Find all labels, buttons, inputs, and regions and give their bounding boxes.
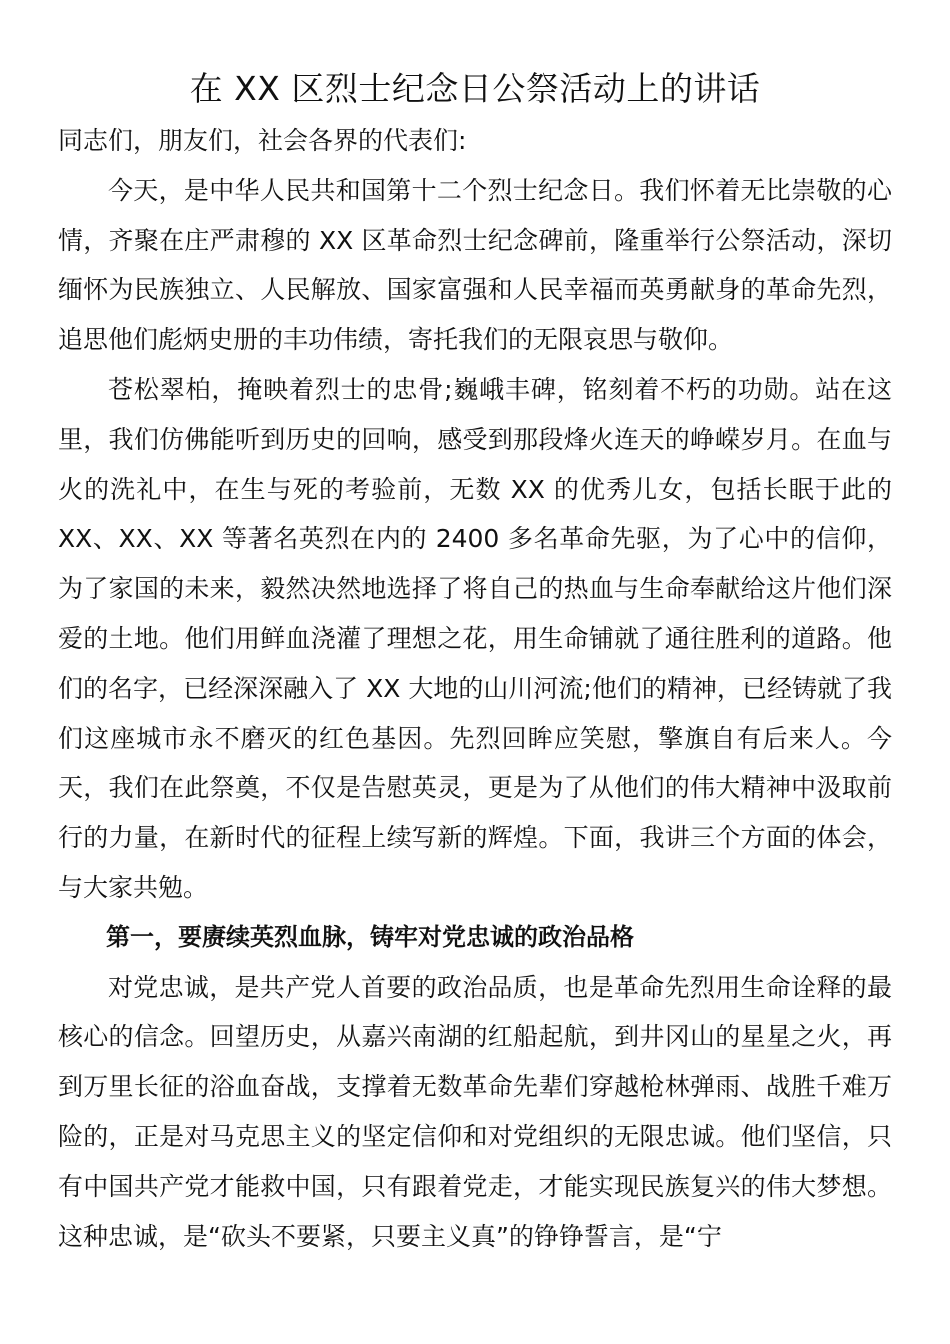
section-paragraph: 对党忠诚，是共产党人首要的政治品质，也是革命先烈用生命诠释的最核心的信念。回望历史，从嘉兴南湖的红船起航，到井冈山的星星之火，再到万里长征的浴血奋战，支撑着无数革命先辈们穿越枪林弹雨、战胜千难万险的，正是对马克思主义的坚定信仰和对党组织的无限忠诚。他们坚信，只有中国共产党才能救中国，只有跟着党走，才能实现民族复兴的伟大梦想。这种忠诚，是“砍头不要紧，只要主义真”的铮铮誓言，是“宁 xyxy=(58,972,892,1251)
greeting-line: 同志们，朋友们，社会各界的代表们: xyxy=(58,126,467,155)
paragraph-1: 今天，是中华人民共和国第十二个烈士纪念日。我们怀着无比崇敬的心情，齐聚在庄严肃穆的 XX 区革命烈士纪念碑前，隆重举行公祭活动，深切缅怀为民族独立、人民解放、国家富强和人民幸福而英勇献身的革命先烈，追思他们彪炳史册的丰功伟绩，寄托我们的无限哀思与敬仰。 xyxy=(58,175,892,355)
document-body xyxy=(58,116,892,1261)
document-title: 在 XX 区烈士纪念日公祭活动上的讲话 xyxy=(189,69,761,108)
paragraph-2: 苍松翠柏，掩映着烈士的忠骨;巍峨丰碑，铭刻着不朽的功勋。站在这里，我们仿佛能听到历史的回响，感受到那段烽火连天的峥嵘岁月。在血与火的洗礼中，在生与死的考验前，无数 XX 的优秀儿女，包括长眠于此的 XX、XX、XX 等著名英烈在内的 2400 多名革命先驱，为了心中的信仰，为了家国的未来，毅然决然地选择了将自己的热血与生命奉献给这片他们深爱的土地。他们用鲜血浇灌了理想之花，用生命铺就了通往胜利的道路。他们的名字，已经深深融入了 XX 大地的山川河流;他们的精神，已经铸就了我们这座城市永不磨灭的红色基因。先烈回眸应笑慰，擎旗自有后来人。今天，我们在此祭奠，不仅是告慰英灵，更是为了从他们的伟大精神中汲取前行的力量，在新时代的征程上续写新的辉煌。下面，我讲三个方面的体会，与大家共勉。 xyxy=(58,374,892,902)
section-heading: 第一，要赓续英烈血脉，铸牢对党忠诚的政治品格 xyxy=(106,922,634,951)
document-page xyxy=(58,62,892,1261)
